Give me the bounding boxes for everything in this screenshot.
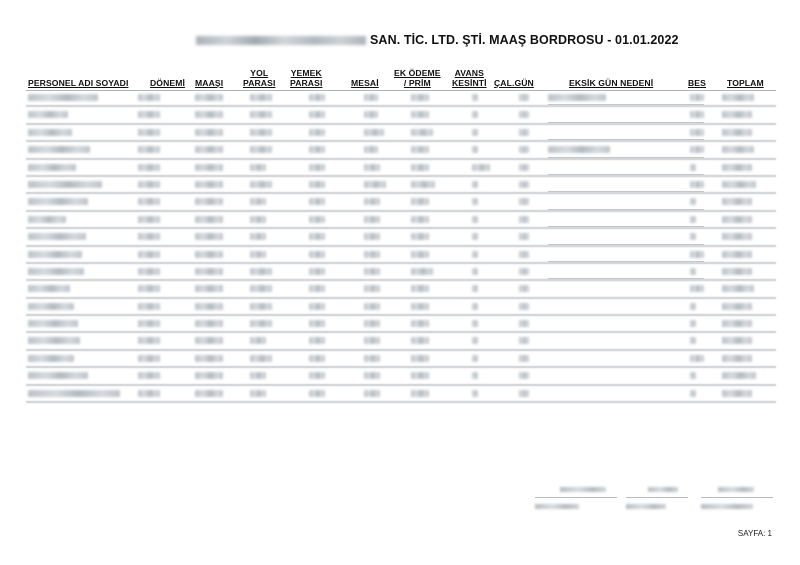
redacted-name-cell bbox=[28, 129, 72, 136]
redacted-advance-cell bbox=[472, 146, 478, 153]
reason-column-divider bbox=[548, 226, 704, 227]
table-body bbox=[26, 90, 776, 403]
header-bonus bbox=[394, 69, 441, 88]
table-row bbox=[26, 316, 776, 333]
redacted-period-cell bbox=[138, 390, 160, 397]
redacted-period-cell bbox=[138, 372, 160, 379]
reason-column-divider bbox=[548, 209, 704, 210]
signature-label-1 bbox=[560, 487, 606, 492]
redacted-overtime-cell bbox=[364, 337, 380, 344]
reason-column-divider bbox=[548, 278, 704, 279]
redacted-bonus-cell bbox=[411, 337, 429, 344]
redacted-days-cell bbox=[519, 372, 529, 379]
redacted-total-cell bbox=[722, 181, 756, 188]
redacted-days-cell bbox=[519, 216, 529, 223]
redacted-name-cell bbox=[28, 390, 120, 397]
header-missing-reason: EKSİK GÜN NEDENİ bbox=[569, 77, 654, 88]
reason-column-divider bbox=[548, 139, 704, 140]
header-bes: BES bbox=[688, 77, 706, 88]
redacted-name-cell bbox=[28, 94, 98, 101]
redacted-travel-cell bbox=[250, 129, 272, 136]
redacted-overtime-cell bbox=[364, 181, 386, 188]
redacted-days-cell bbox=[519, 164, 529, 171]
header-bonus-line2: / PRİM bbox=[403, 77, 431, 88]
redacted-meal-cell bbox=[309, 355, 325, 362]
redacted-total-cell bbox=[722, 337, 752, 344]
redacted-days-cell bbox=[519, 198, 529, 205]
redacted-bes-cell bbox=[690, 320, 696, 327]
redacted-salary-cell bbox=[195, 129, 223, 136]
redacted-travel-cell bbox=[250, 320, 272, 327]
header-salary: MAAŞI bbox=[195, 77, 224, 88]
redacted-meal-cell bbox=[309, 146, 325, 153]
redacted-salary-cell bbox=[195, 268, 223, 275]
redacted-travel-cell bbox=[250, 198, 266, 205]
redacted-days-cell bbox=[519, 111, 529, 118]
redacted-advance-cell bbox=[472, 216, 478, 223]
redacted-overtime-cell bbox=[364, 303, 380, 310]
header-meal-line1: YEMEK bbox=[290, 68, 322, 79]
redacted-advance-cell bbox=[472, 285, 478, 292]
redacted-overtime-cell bbox=[364, 146, 378, 153]
redacted-period-cell bbox=[138, 285, 160, 292]
redacted-advance-cell bbox=[472, 94, 478, 101]
redacted-bes-cell bbox=[690, 164, 696, 171]
redacted-bes-cell bbox=[690, 94, 704, 101]
redacted-bonus-cell bbox=[411, 216, 429, 223]
redacted-period-cell bbox=[138, 337, 160, 344]
redacted-salary-cell bbox=[195, 355, 223, 362]
title-text: SAN. TİC. LTD. ŞTİ. MAAŞ BORDROSU - 01.01.2022 bbox=[370, 33, 679, 47]
redacted-salary-cell bbox=[195, 216, 223, 223]
redacted-total-cell bbox=[722, 146, 754, 153]
signature-line-1 bbox=[535, 497, 617, 498]
redacted-name-cell bbox=[28, 303, 74, 310]
table-row bbox=[26, 351, 776, 368]
header-advance-line1: AVANS bbox=[454, 68, 484, 79]
redacted-travel-cell bbox=[250, 372, 266, 379]
redacted-advance-cell bbox=[472, 129, 478, 136]
redacted-salary-cell bbox=[195, 390, 223, 397]
redacted-bonus-cell bbox=[411, 164, 429, 171]
redacted-name-cell bbox=[28, 146, 90, 153]
redacted-bonus-cell bbox=[411, 372, 429, 379]
page-number: SAYFA: 1 bbox=[737, 529, 772, 538]
header-total: TOPLAM bbox=[727, 77, 764, 88]
redacted-overtime-cell bbox=[364, 129, 384, 136]
redacted-total-cell bbox=[722, 233, 752, 240]
redacted-overtime-cell bbox=[364, 320, 380, 327]
redacted-salary-cell bbox=[195, 198, 223, 205]
redacted-bes-cell bbox=[690, 146, 704, 153]
table-header bbox=[26, 62, 778, 90]
reason-column-divider bbox=[548, 244, 704, 245]
redacted-period-cell bbox=[138, 251, 160, 258]
redacted-meal-cell bbox=[309, 111, 325, 118]
redacted-period-cell bbox=[138, 355, 160, 362]
document-title bbox=[196, 32, 679, 48]
redacted-salary-cell bbox=[195, 146, 223, 153]
redacted-reason-cell bbox=[548, 94, 606, 101]
redacted-advance-cell bbox=[472, 390, 478, 397]
redacted-overtime-cell bbox=[364, 233, 380, 240]
redacted-days-cell bbox=[519, 337, 529, 344]
redacted-overtime-cell bbox=[364, 164, 380, 171]
redacted-salary-cell bbox=[195, 94, 223, 101]
redacted-travel-cell bbox=[250, 233, 266, 240]
redacted-total-cell bbox=[722, 94, 754, 101]
redacted-overtime-cell bbox=[364, 285, 380, 292]
redacted-salary-cell bbox=[195, 337, 223, 344]
redacted-period-cell bbox=[138, 216, 160, 223]
redacted-meal-cell bbox=[309, 216, 325, 223]
redacted-period-cell bbox=[138, 181, 160, 188]
redacted-advance-cell bbox=[472, 181, 478, 188]
redacted-overtime-cell bbox=[364, 111, 378, 118]
redacted-advance-cell bbox=[472, 233, 478, 240]
redacted-days-cell bbox=[519, 129, 529, 136]
redacted-bonus-cell bbox=[411, 268, 433, 275]
redacted-meal-cell bbox=[309, 285, 325, 292]
redacted-days-cell bbox=[519, 390, 529, 397]
redacted-name-cell bbox=[28, 268, 84, 275]
header-advance bbox=[452, 69, 487, 88]
redacted-days-cell bbox=[519, 320, 529, 327]
redacted-total-cell bbox=[722, 355, 752, 362]
reason-column-divider bbox=[548, 191, 704, 192]
redacted-name-cell bbox=[28, 233, 86, 240]
redacted-travel-cell bbox=[250, 146, 272, 153]
redacted-total-cell bbox=[722, 251, 752, 258]
redacted-overtime-cell bbox=[364, 355, 380, 362]
redacted-bonus-cell bbox=[411, 390, 429, 397]
header-meal bbox=[290, 69, 322, 88]
redacted-name-cell bbox=[28, 111, 68, 118]
redacted-travel-cell bbox=[250, 303, 272, 310]
redacted-advance-cell bbox=[472, 268, 478, 275]
header-days: ÇAL.GÜN bbox=[494, 77, 534, 88]
redacted-period-cell bbox=[138, 164, 160, 171]
redacted-period-cell bbox=[138, 233, 160, 240]
header-advance-line2: KESİNTİ bbox=[452, 77, 487, 88]
redacted-travel-cell bbox=[250, 251, 266, 258]
redacted-bes-cell bbox=[690, 251, 704, 258]
redacted-total-cell bbox=[722, 198, 752, 205]
reason-column-divider bbox=[548, 122, 704, 123]
redacted-meal-cell bbox=[309, 337, 325, 344]
header-name: PERSONEL ADI SOYADI bbox=[28, 77, 129, 88]
redacted-overtime-cell bbox=[364, 94, 378, 101]
redacted-travel-cell bbox=[250, 390, 266, 397]
redacted-meal-cell bbox=[309, 390, 325, 397]
redacted-salary-cell bbox=[195, 233, 223, 240]
redacted-bonus-cell bbox=[411, 355, 429, 362]
redacted-bes-cell bbox=[690, 285, 704, 292]
signature-label-3 bbox=[718, 487, 754, 492]
redacted-salary-cell bbox=[195, 320, 223, 327]
table-row bbox=[26, 281, 776, 298]
redacted-meal-cell bbox=[309, 303, 325, 310]
redacted-advance-cell bbox=[472, 251, 478, 258]
redacted-meal-cell bbox=[309, 164, 325, 171]
redacted-days-cell bbox=[519, 251, 529, 258]
redacted-name-cell bbox=[28, 355, 74, 362]
redacted-bes-cell bbox=[690, 390, 696, 397]
redacted-name-cell bbox=[28, 164, 76, 171]
reason-column-divider bbox=[548, 157, 704, 158]
redacted-meal-cell bbox=[309, 181, 325, 188]
redacted-salary-cell bbox=[195, 181, 223, 188]
redacted-company-name bbox=[196, 36, 366, 45]
redacted-bes-cell bbox=[690, 337, 696, 344]
header-travel-line2: PARASI bbox=[243, 77, 276, 88]
redacted-bes-cell bbox=[690, 216, 696, 223]
redacted-total-cell bbox=[722, 320, 752, 327]
redacted-days-cell bbox=[519, 146, 529, 153]
reason-column-divider bbox=[548, 104, 704, 105]
signature-label-2 bbox=[648, 487, 678, 492]
redacted-bes-cell bbox=[690, 198, 696, 205]
redacted-salary-cell bbox=[195, 251, 223, 258]
redacted-advance-cell bbox=[472, 164, 490, 171]
redacted-days-cell bbox=[519, 94, 529, 101]
redacted-days-cell bbox=[519, 285, 529, 292]
redacted-period-cell bbox=[138, 94, 160, 101]
header-bonus-line1: EK ÖDEME bbox=[394, 68, 441, 79]
redacted-total-cell bbox=[722, 372, 756, 379]
redacted-bonus-cell bbox=[411, 198, 429, 205]
redacted-days-cell bbox=[519, 303, 529, 310]
signature-line-3 bbox=[701, 497, 773, 498]
redacted-bonus-cell bbox=[411, 251, 429, 258]
redacted-period-cell bbox=[138, 111, 160, 118]
redacted-advance-cell bbox=[472, 111, 478, 118]
redacted-total-cell bbox=[722, 164, 752, 171]
redacted-total-cell bbox=[722, 111, 752, 118]
redacted-bes-cell bbox=[690, 129, 704, 136]
header-overtime: MESAİ bbox=[351, 77, 379, 88]
redacted-bonus-cell bbox=[411, 320, 429, 327]
redacted-salary-cell bbox=[195, 164, 223, 171]
header-travel-line1: YOL bbox=[250, 68, 269, 79]
redacted-name-cell bbox=[28, 337, 80, 344]
redacted-bes-cell bbox=[690, 303, 696, 310]
redacted-bes-cell bbox=[690, 181, 704, 188]
redacted-bes-cell bbox=[690, 233, 696, 240]
redacted-travel-cell bbox=[250, 181, 272, 188]
redacted-meal-cell bbox=[309, 94, 325, 101]
redacted-travel-cell bbox=[250, 355, 272, 362]
redacted-bonus-cell bbox=[411, 111, 429, 118]
redacted-advance-cell bbox=[472, 337, 478, 344]
redacted-period-cell bbox=[138, 129, 160, 136]
table-row bbox=[26, 299, 776, 316]
redacted-total-cell bbox=[722, 129, 752, 136]
redacted-period-cell bbox=[138, 198, 160, 205]
signature-name-3 bbox=[701, 504, 753, 509]
table-row bbox=[26, 386, 776, 403]
header-meal-line2: PARASI bbox=[290, 77, 323, 88]
redacted-advance-cell bbox=[472, 303, 478, 310]
redacted-meal-cell bbox=[309, 198, 325, 205]
redacted-salary-cell bbox=[195, 303, 223, 310]
redacted-travel-cell bbox=[250, 216, 266, 223]
header-period: DÖNEMİ bbox=[150, 77, 185, 88]
redacted-meal-cell bbox=[309, 233, 325, 240]
redacted-name-cell bbox=[28, 251, 82, 258]
redacted-days-cell bbox=[519, 355, 529, 362]
redacted-days-cell bbox=[519, 181, 529, 188]
signature-name-2 bbox=[626, 504, 666, 509]
table-row bbox=[26, 333, 776, 350]
redacted-overtime-cell bbox=[364, 268, 380, 275]
redacted-travel-cell bbox=[250, 268, 272, 275]
redacted-total-cell bbox=[722, 268, 752, 275]
redacted-salary-cell bbox=[195, 285, 223, 292]
redacted-period-cell bbox=[138, 268, 160, 275]
redacted-bes-cell bbox=[690, 355, 704, 362]
redacted-overtime-cell bbox=[364, 198, 380, 205]
redacted-name-cell bbox=[28, 198, 88, 205]
redacted-bonus-cell bbox=[411, 94, 429, 101]
reason-column-divider bbox=[548, 174, 704, 175]
redacted-name-cell bbox=[28, 285, 70, 292]
redacted-salary-cell bbox=[195, 111, 223, 118]
redacted-total-cell bbox=[722, 390, 752, 397]
redacted-bonus-cell bbox=[411, 285, 429, 292]
redacted-period-cell bbox=[138, 146, 160, 153]
redacted-period-cell bbox=[138, 320, 160, 327]
redacted-advance-cell bbox=[472, 320, 478, 327]
redacted-name-cell bbox=[28, 216, 66, 223]
redacted-travel-cell bbox=[250, 337, 266, 344]
redacted-name-cell bbox=[28, 320, 78, 327]
redacted-bes-cell bbox=[690, 111, 704, 118]
redacted-bonus-cell bbox=[411, 146, 429, 153]
redacted-days-cell bbox=[519, 233, 529, 240]
redacted-overtime-cell bbox=[364, 372, 380, 379]
redacted-period-cell bbox=[138, 303, 160, 310]
redacted-meal-cell bbox=[309, 251, 325, 258]
redacted-total-cell bbox=[722, 216, 752, 223]
redacted-total-cell bbox=[722, 303, 752, 310]
redacted-overtime-cell bbox=[364, 216, 380, 223]
redacted-bes-cell bbox=[690, 372, 696, 379]
redacted-advance-cell bbox=[472, 372, 478, 379]
redacted-salary-cell bbox=[195, 372, 223, 379]
signature-name-1 bbox=[535, 504, 579, 509]
redacted-travel-cell bbox=[250, 94, 272, 101]
reason-column-divider bbox=[548, 261, 704, 262]
redacted-advance-cell bbox=[472, 198, 478, 205]
redacted-bes-cell bbox=[690, 268, 696, 275]
signature-line-2 bbox=[626, 497, 688, 498]
redacted-travel-cell bbox=[250, 164, 266, 171]
redacted-bonus-cell bbox=[411, 303, 429, 310]
redacted-days-cell bbox=[519, 268, 529, 275]
redacted-reason-cell bbox=[548, 146, 610, 153]
header-travel bbox=[243, 69, 275, 88]
redacted-name-cell bbox=[28, 372, 88, 379]
redacted-overtime-cell bbox=[364, 251, 380, 258]
redacted-advance-cell bbox=[472, 355, 478, 362]
redacted-overtime-cell bbox=[364, 390, 380, 397]
redacted-meal-cell bbox=[309, 320, 325, 327]
redacted-bonus-cell bbox=[411, 233, 429, 240]
table-row bbox=[26, 368, 776, 385]
redacted-meal-cell bbox=[309, 372, 325, 379]
redacted-meal-cell bbox=[309, 268, 325, 275]
redacted-bonus-cell bbox=[411, 129, 433, 136]
redacted-bonus-cell bbox=[411, 181, 435, 188]
redacted-name-cell bbox=[28, 181, 102, 188]
redacted-meal-cell bbox=[309, 129, 325, 136]
redacted-travel-cell bbox=[250, 111, 272, 118]
redacted-total-cell bbox=[722, 285, 754, 292]
redacted-travel-cell bbox=[250, 285, 272, 292]
